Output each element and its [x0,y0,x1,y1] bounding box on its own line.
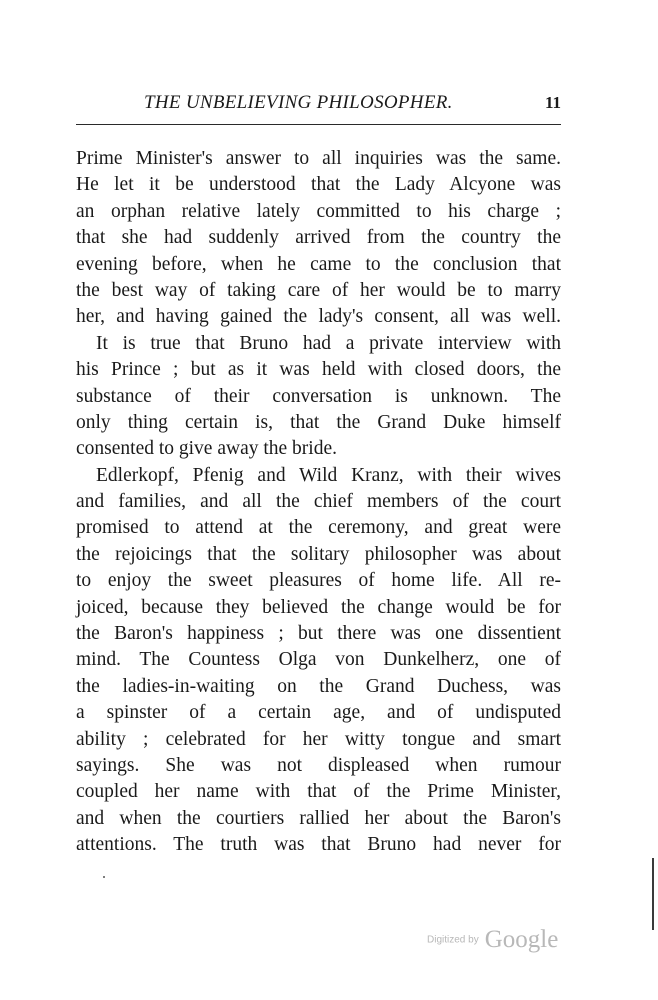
text-line: ability ; celebrated for her witty tongue and smart [76,728,561,750]
watermark-prefix: Digitized by [427,934,479,946]
text-line: to enjoy the sweet pleasures of home life. All re- [76,570,561,592]
text-line: the rejoicings that the solitary philosopher was about [76,543,561,565]
running-header [76,92,561,118]
text-line: an orphan relative lately committed to his charge ; [76,200,561,222]
text-line: the best way of taking care of her would be to marry [76,279,561,301]
text-line: mind. The Countess Olga von Dunkelherz, one of [76,649,561,671]
text-line: her, and having gained the lady's consent, all was well. [76,306,561,328]
text-line: He let it be understood that the Lady Alcyone was [76,174,561,196]
text-line: coupled her name with that of the Prime Minister, [76,781,561,803]
scan-speck [103,876,105,878]
text-line: the ladies-in-waiting on the Grand Duchess, was [76,675,561,697]
text-line: evening before, when he came to the conclusion that [76,253,561,275]
text-line: substance of their conversation is unknown. The [76,385,561,407]
scan-edge-mark [652,858,654,930]
text-line: consented to give away the bride. [76,438,337,460]
text-line: It is true that Bruno had a private interview with [96,332,561,354]
text-line: Edlerkopf, Pfenig and Wild Kranz, with their wives [96,464,561,486]
text-line: that she had suddenly arrived from the country the [76,227,561,249]
watermark-logo: Google [484,926,559,953]
body-text [76,146,561,859]
text-line: attentions. The truth was that Bruno had never for [76,834,561,856]
page-number: 11 [544,93,561,112]
text-line: a spinster of a certain age, and of undisputed [76,702,561,724]
text-line: his Prince ; but as it was held with closed doors, the [76,359,561,381]
text-line: joiced, because they believed the change would be for [76,596,561,618]
header-rule [76,124,561,125]
text-line: sayings. She was not displeased when rumour [76,754,561,776]
text-line: and when the courtiers rallied her about the Baron's [76,807,561,829]
text-line: only thing certain is, that the Grand Duke himself [76,411,561,433]
text-line: the Baron's happiness ; but there was one dissentient [76,623,561,645]
digitized-watermark [427,926,558,954]
text-line: promised to attend at the ceremony, and great were [76,517,561,539]
running-title: THE UNBELIEVING PHILOSOPHER. [144,92,453,113]
text-line: and families, and all the chief members of the court [76,491,561,513]
text-line: Prime Minister's answer to all inquiries was the same. [76,148,561,169]
